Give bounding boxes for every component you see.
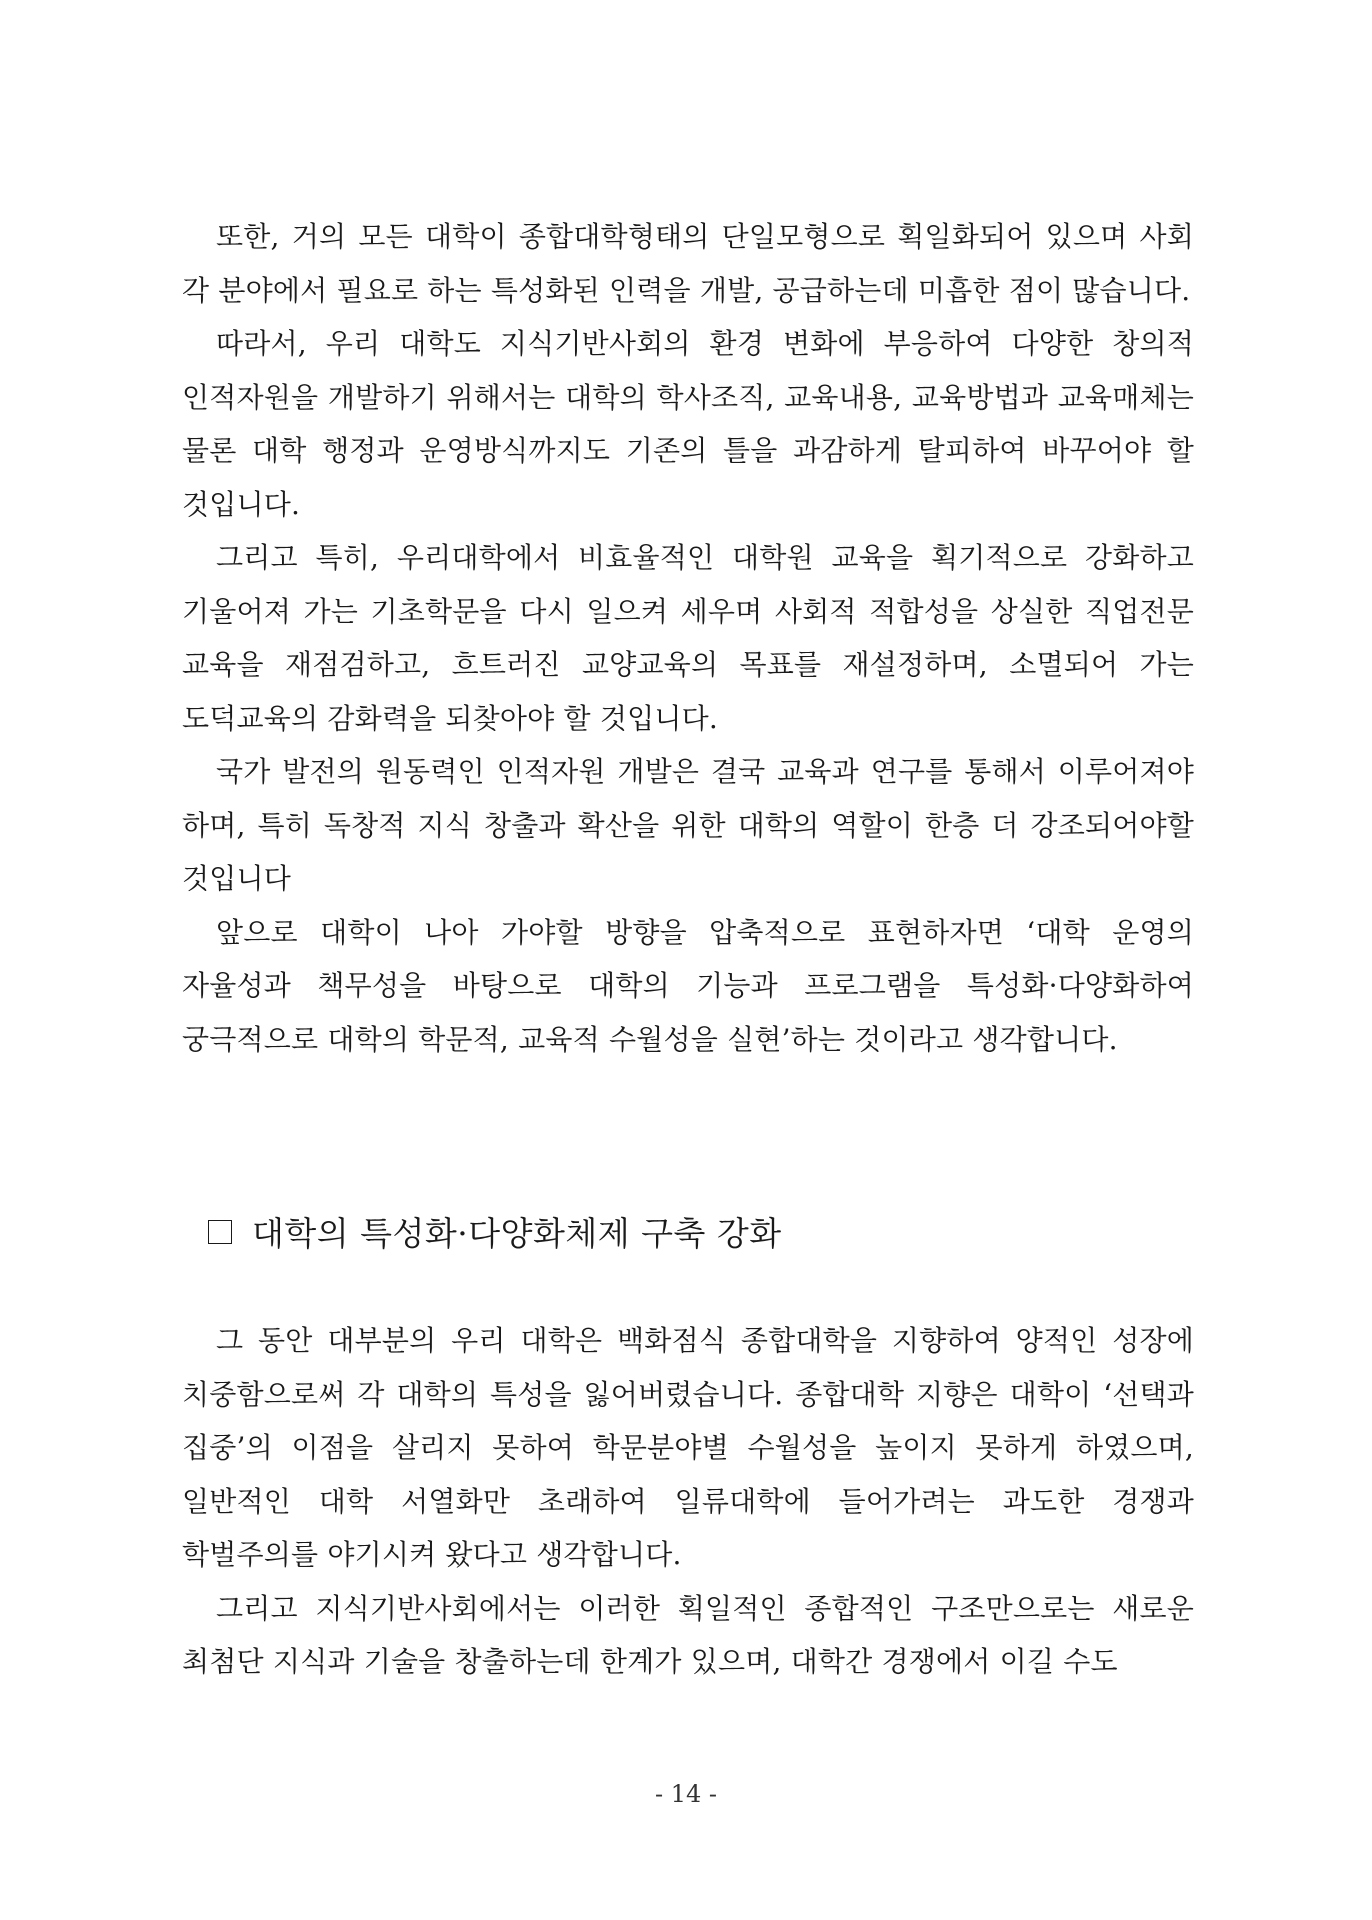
- page-number: - 14 -: [654, 1780, 717, 1808]
- checkbox-icon: [208, 1220, 232, 1244]
- body-text-section-1: [182, 210, 1194, 1066]
- paragraph: 앞으로 대학이 나아 가야할 방향을 압축적으로 표현하자면 ‘대학 운영의 자율성과 책무성을 바탕으로 대학의 기능과 프로그램을 특성화·다양화하여 궁극적으로 대학의 학문적, 교육적 수월성을 실현’하는 것이라고 생각합니다.: [182, 915, 1194, 1056]
- paragraph: 그 동안 대부분의 우리 대학은 백화점식 종합대학을 지향하여 양적인 성장에 치중함으로써 각 대학의 특성을 잃어버렸습니다. 종합대학 지향은 대학이 ‘선택과 집중’의 이점을 살리지 못하여 학문분야별 수월성을 높이지 못하게 하였으며, 일반적인 대학 서열화만 초래하여 일류대학에 들어가려는 과도한 경쟁과 학벌주의를 야기시켜 왔다고 생각합니다.: [182, 1324, 1194, 1571]
- paragraph: 또한, 거의 모든 대학이 종합대학형태의 단일모형으로 획일화되어 있으며 사회 각 분야에서 필요로 하는 특성화된 인력을 개발, 공급하는데 미흡한 점이 많습니다.: [182, 220, 1194, 307]
- paragraph: 그리고 특히, 우리대학에서 비효율적인 대학원 교육을 획기적으로 강화하고 기울어져 가는 기초학문을 다시 일으켜 세우며 사회적 적합성을 상실한 직업전문 교육을 재점검하고, 흐트러진 교양교육의 목표를 재설정하며, 소멸되어 가는 도덕교육의 감화력을 되찾아야 할 것입니다.: [182, 541, 1194, 735]
- section-heading: [208, 1208, 782, 1255]
- paragraph: 따라서, 우리 대학도 지식기반사회의 환경 변화에 부응하여 다양한 창의적 인적자원을 개발하기 위해서는 대학의 학사조직, 교육내용, 교육방법과 교육매체는 물론 대학 행정과 운영방식까지도 기존의 틀을 과감하게 탈피하여 바꾸어야 할 것입니다.: [182, 327, 1194, 521]
- section-heading-text: 대학의 특성화·다양화체제 구축 강화: [252, 1214, 782, 1253]
- paragraph: 그리고 지식기반사회에서는 이러한 획일적인 종합적인 구조만으로는 새로운 최첨단 지식과 기술을 창출하는데 한계가 있으며, 대학간 경쟁에서 이길 수도: [182, 1591, 1194, 1678]
- body-text-section-2: [182, 1314, 1194, 1689]
- paragraph: 국가 발전의 원동력인 인적자원 개발은 결국 교육과 연구를 통해서 이루어져야 하며, 특히 독창적 지식 창출과 확산을 위한 대학의 역할이 한층 더 강조되어야할 것입니다: [182, 755, 1194, 895]
